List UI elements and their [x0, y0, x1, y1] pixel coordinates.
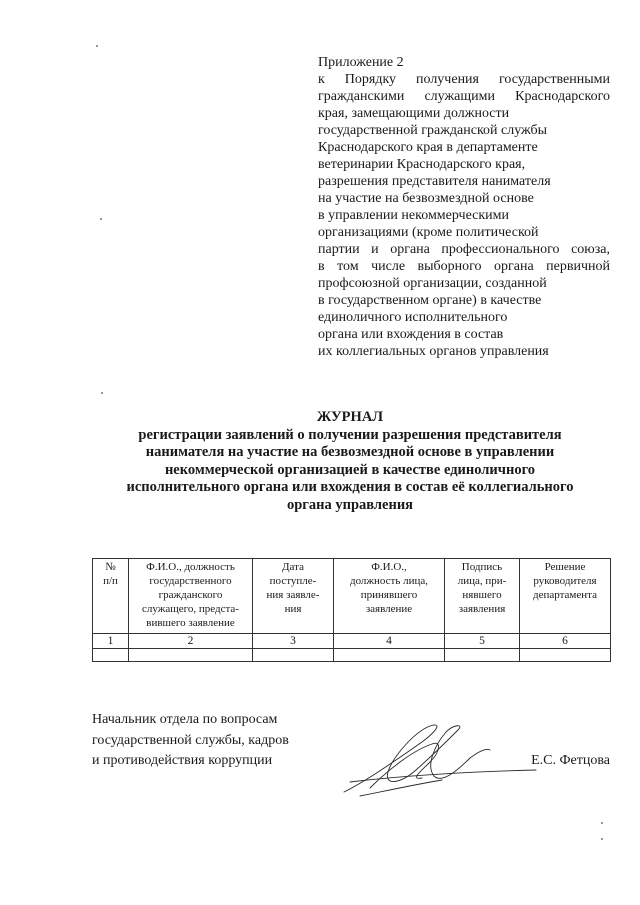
appendix-line: в государственном органе) в качестве — [318, 293, 542, 308]
header-line: принявшего — [360, 589, 418, 601]
position-line: и противодействия коррупции — [92, 753, 273, 768]
header-line: Решение — [544, 561, 586, 573]
empty-cell — [334, 649, 445, 662]
empty-cell — [520, 649, 611, 662]
header-line: должность лица, — [349, 575, 429, 587]
header-cell-receiver — [334, 559, 445, 634]
number-cell: 4 — [334, 634, 445, 649]
number-cell: 2 — [129, 634, 253, 649]
scan-speck — [101, 392, 103, 394]
header-line: гражданского — [158, 589, 223, 601]
journal-subtitle-line: нанимателя на участие на безвозмездной основе в управлении — [145, 444, 555, 460]
appendix-line: на участие на безвозмездной основе — [318, 191, 534, 206]
position-line: государственной службы, кадров — [92, 732, 289, 748]
journal-subtitle-line: регистрации заявлений о получении разрешения представителя — [138, 426, 562, 443]
appendix-line: единоличного исполнительного — [318, 310, 508, 325]
number-cell: 3 — [253, 634, 334, 649]
journal-subtitle-line: исполнительного органа или вхождения в состав её коллегиального — [126, 479, 574, 495]
appendix-line: государственной гражданской службы — [318, 123, 548, 138]
appendix-line: в том числе выборного органа первичной — [318, 259, 610, 274]
journal-subtitle-line: некоммерческой организацией в качестве единоличного — [164, 461, 536, 478]
header-line: вившего заявление — [146, 617, 235, 629]
position-line: Начальник отдела по вопросам — [92, 712, 278, 727]
header-line: заявления — [458, 603, 506, 615]
appendix-line: их коллегиальных органов управления — [318, 344, 549, 359]
header-line: Ф.И.О., — [371, 561, 407, 573]
header-cell-decision — [520, 559, 611, 634]
appendix-line: организациями (кроме политической — [318, 225, 539, 240]
header-line: п/п — [103, 575, 118, 587]
appendix-line: разрешения представителя нанимателя — [318, 174, 551, 189]
registration-table — [92, 558, 611, 662]
number-cell: 6 — [520, 634, 611, 649]
appendix-line: Краснодарского края в департаменте — [318, 140, 538, 155]
header-line: поступле- — [269, 575, 317, 587]
header-cell-number — [93, 559, 129, 634]
scan-speck — [601, 838, 603, 840]
header-line: служащего, предста- — [142, 603, 239, 615]
appendix-title: Приложение 2 — [318, 55, 404, 70]
appendix-line: к Порядку получения государственными — [318, 72, 610, 87]
number-cell: 1 — [93, 634, 129, 649]
empty-cell — [253, 649, 334, 662]
scan-speck — [96, 45, 98, 47]
scan-speck — [601, 822, 603, 824]
header-line: государственного — [149, 575, 232, 587]
header-line: заявление — [365, 603, 413, 615]
header-line: Ф.И.О., должность — [146, 561, 235, 573]
header-cell-date — [253, 559, 334, 634]
header-line: лица, при- — [457, 575, 507, 587]
header-cell-signature — [445, 559, 520, 634]
appendix-line: края, замещающими должности — [318, 106, 510, 121]
header-line: № — [105, 561, 116, 573]
journal-title: ЖУРНАЛ — [316, 409, 384, 425]
appendix-line: партии и органа профессионального союза, — [318, 242, 610, 257]
empty-cell — [129, 649, 253, 662]
empty-cell — [445, 649, 520, 662]
number-cell: 5 — [445, 634, 520, 649]
header-cell-applicant — [129, 559, 253, 634]
scan-speck — [100, 218, 102, 220]
header-line: Подпись — [461, 561, 503, 573]
header-line: нявшего — [462, 589, 502, 601]
table-header-row — [93, 559, 611, 634]
appendix-line: в управлении некоммерческими — [318, 208, 509, 223]
journal-subtitle-line: органа управления — [286, 496, 414, 513]
appendix-line: гражданскими служащими Краснодарского — [318, 89, 610, 104]
header-line: ния — [284, 603, 302, 615]
table-number-row — [93, 634, 611, 649]
header-line: руководителя — [533, 575, 597, 587]
empty-cell — [93, 649, 129, 662]
header-line: ния заявле- — [266, 589, 320, 601]
signatory-position — [92, 710, 289, 772]
header-line: Дата — [282, 561, 304, 573]
journal-heading — [70, 409, 630, 514]
appendix-block — [318, 54, 610, 360]
table-empty-row — [93, 649, 611, 662]
appendix-line: ветеринарии Краснодарского края, — [318, 157, 526, 172]
appendix-line: профсоюзной организации, созданной — [318, 276, 547, 291]
appendix-line: органа или вхождения в состав — [318, 327, 504, 342]
header-line: департамента — [533, 589, 597, 601]
signatory-name: Е.С. Фетцова — [531, 753, 610, 768]
